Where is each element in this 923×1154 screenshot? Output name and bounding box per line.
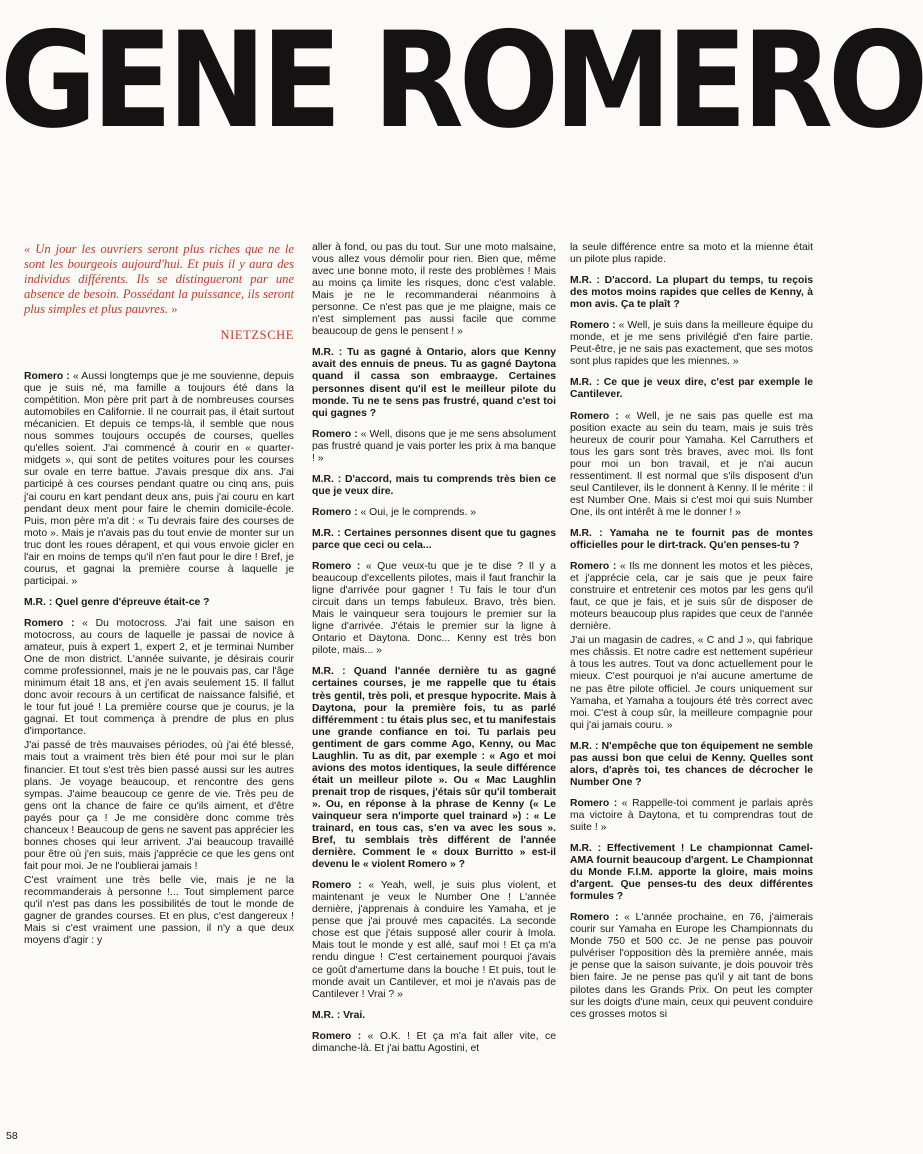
answer-text: « Yeah, well, je suis plus violent, et maintenant je veux le Number One ! L'année dernière, j'apprenais à conduire les Yamaha, et je pense que j'ai prouvé mes capacités. La seconde chose est que j'étais supposé aller courir à Imola. Mais tout le monde y est allé, sauf moi ! Et ça m'a rendu dingue ! C'est certainement pourquoi j'avais ce goût d'amertume dans la bouche ! Et puis, tout le monde avait un Cantilever, et moi je n'avais pas de Cantilever ! Vrai ? » — [312, 880, 557, 1000]
speaker-label: Romero : — [312, 1030, 362, 1042]
question-paragraph: M.R. : Effectivement ! Le championnat Camel-AMA fournit beaucoup d'argent. Le Championnat du Monde F.I.M. apporte la gloire, mais moins d'argent. Que penses-tu des deux différentes formules ? — [570, 843, 813, 903]
question-paragraph: M.R. : D'accord. La plupart du temps, tu reçois des motos moins rapides que celles de Kenny, à mon avis. Ça te plaît ? — [570, 275, 813, 311]
speaker-label: Romero : — [570, 912, 619, 924]
text-column-2 — [312, 242, 556, 1142]
speaker-label: Romero : — [24, 371, 70, 383]
epigraph-author: NIETZSCHE — [220, 328, 294, 342]
speaker-label: Romero : — [24, 617, 75, 629]
speaker-label: Romero : — [570, 561, 617, 573]
answer-text: « O.K. ! Et ça m'a fait aller vite, ce dimanche-là. Et j'ai battu Agostini, et — [312, 1030, 557, 1054]
speaker-label: Romero : — [570, 410, 619, 422]
question-paragraph: M.R. : N'empêche que ton équipement ne semble pas aussi bon que celui de Kenny. Quelles sont alors, d'après toi, tes chances de décrocher le Number One ? — [570, 740, 813, 788]
answer-paragraph — [312, 429, 556, 465]
question-paragraph: M.R. : Quel genre d'épreuve était-ce ? — [24, 596, 210, 608]
answer-paragraph — [312, 561, 556, 657]
article-title: GENE ROMERO — [0, 2, 923, 158]
epigraph-quote: « Un jour les ouvriers seront plus riches que ne le sont les bourgeois aujourd'hui. Et puis il y aura des individus différents. Ils se distingueront par une absence de besoin. Possédant la puissance, ils seront plus simples et plus pauvres. » — [24, 242, 294, 316]
text-column-1 — [24, 242, 294, 1142]
answer-paragraph — [570, 561, 813, 633]
body-paragraph: la seule différence entre sa moto et la mienne était un pilote plus rapide. — [570, 242, 813, 266]
answer-text: « Well, je suis dans la meilleure équipe du monde, et je me sens privilégié d'en faire partie. Peut-être, je ne sais pas exactement, que ses motos sont plus rapides que les miennes. » — [570, 320, 813, 368]
question-paragraph: M.R. : Yamaha ne te fournit pas de montes officielles pour le dirt-track. Qu'en penses-tu ? — [570, 527, 813, 551]
speaker-label: Romero : — [312, 880, 362, 892]
speaker-label: Romero : — [570, 320, 616, 332]
body-paragraph: aller à fond, ou pas du tout. Sur une moto malsaine, vous allez vous démolir pour rien. Bien que, même avec une bonne moto, il reste des problèmes ! Mais au moins ça limite les risques, donc c'est valable. Mais je ne le recommanderai néanmoins à personne. Ce n'est pas que je me plaigne, mais ce n'est simplement pas aussi facile que comme beaucoup de gens le pensent ! » — [312, 242, 556, 338]
speaker-label: Romero : — [570, 797, 618, 809]
question-paragraph: M.R. : Quand l'année dernière tu as gagné certaines courses, je me rappelle que tu étais très gentil, très poli, et presque hypocrite. Mais à Daytona, pour la première fois, tu as parlé différemment : tu étais plus sec, et tu manifestais une grande confiance en toi. Tu parlais peu gentiment de gars comme Ago, Kenny, ou Mac Laughlin. Tu as dit, par exemple : « Ago et moi avions des motos identiques, la seule différence était un meilleur pilote ». Ou « Mac Laughlin prenait trop de risques, j'étais sûr qu'il tomberait ». Ou, en réponse à la phrase de Kenny (« Le vainqueur sera n'importe quel trainard ») : « Le trainard, en tous cas, s'en va avec les sous ». Bref, tu semblais très différent de l'année dernière. Comment le « doux Burritto » est-il devenu le « violent Romero » ? — [312, 666, 556, 871]
answer-paragraph — [570, 320, 813, 368]
speaker-label: Romero : — [312, 428, 358, 440]
answer-paragraph — [312, 880, 556, 1000]
body-paragraph: J'ai passé de très mauvaises périodes, où j'ai été blessé, mais tout a vraiment très bien été pour moi sur le plan financier. Et tout s'est très bien passé aussi sur les autres plans. Je voyage beaucoup, et rencontre des gens sympas. J'aime beaucoup ce genre de vie. Très peu de gens ont la chance de faire ce qu'ils aiment, et d'être payés pour ça ! Je me considère donc comme très chanceux ! Beaucoup de gens ne savent pas apprécier les bonnes choses qui leur arrivent. J'ai beaucoup travaillé pour être où j'en suis, mais j'apprécie ce que les gens ont fait pour moi. Je ne l'oublierai jamais ! — [24, 740, 294, 872]
answer-text: « Rappelle-toi comment je parlais après ma victoire à Daytona, et tu comprendras tout de suite ! » — [570, 797, 814, 833]
speaker-label: Romero : — [312, 506, 358, 518]
question-paragraph: M.R. : D'accord, mais tu comprends très bien ce que je veux dire. — [312, 473, 556, 497]
answer-paragraph — [570, 411, 813, 519]
answer-paragraph — [312, 1031, 556, 1055]
answer-text: « Oui, je le comprends. » — [360, 506, 477, 518]
question-paragraph: M.R. : Vrai. — [312, 1009, 366, 1021]
answer-text: « L'année prochaine, en 76, j'aimerais courir sur Yamaha en Europe les Championnats du Monde 750 et 500 cc. Je ne pense pas pouvoir pulvériser l'opposition dès la première année, mais je pense que la saison suivante, je dois pouvoir très bien faire. Je ne pense pas qu'il y ait tant de bons pilotes dans les Grands Prix. On peut les compter sur les doigts d'une main, ceux qui peuvent conduire ces grosses motos si — [570, 912, 814, 1020]
page-number: 58 — [6, 1130, 18, 1142]
answer-paragraph — [570, 798, 813, 834]
question-paragraph: M.R. : Tu as gagné à Ontario, alors que Kenny avait des ennuis de pneus. Tu as gagné Daytona quand il cassa son embraayge. Certaines personnes disent qu'il est le meilleur pilote du monde. Tu ne te sens pas frustré, quand c'est toi qui gagnes ? — [312, 347, 556, 419]
text-column-3 — [570, 242, 813, 1142]
body-paragraph: C'est vraiment une très belle vie, mais je ne la recommanderais à personne !... Tout simplement parce qu'il n'est pas dans les possibilités de tout le monde de gagner de grandes courses. Et en plus, c'est dangereux ! Mais si c'est vraiment une passion, il n'y a que deux moyens d'agir : y — [24, 874, 294, 947]
speaker-label: Romero : — [312, 561, 361, 573]
question-paragraph: M.R. : Ce que je veux dire, c'est par exemple le Cantilever. — [570, 377, 813, 401]
question-paragraph: M.R. : Certaines personnes disent que tu gagnes parce que ceci ou cela... — [312, 527, 556, 551]
answer-text: « Aussi longtemps que je me souvienne, depuis que je suis né, ma famille a toujours été dans la compétition. Mon père prit part à de nombreuses courses automobiles en Californie. Il ne courrait pas, il était surtout mécanicien. Et depuis ce temps-là, il semble que nous nous sommes toujours occupés de courses, quelles qu'elles soient. J'ai commencé à courir en « quarter-midgets », qui sont de petites voitures pour les courses sur ovale en terre battue. J'avais presque dix ans. J'ai participé à ces courses pendant quatre ou cinq ans, puis j'ai couru en kart pendant deux ans, puis j'ai couru en kart pendant deux ment pour faire le chemin domicile-école. Puis, mon père m'a dit : « Tu devrais faire des courses de moto ». Mais je n'avais pas du tout envie de monter sur un truc dont les roues dérapent, et qui vous envoie gicler en l'air en moins de temps qu'il n'en faut pour le dire ! Bref, je courus, et gagnai la première course à laquelle je participai. » — [24, 371, 295, 587]
answer-text: « Well, disons que je me sens absolument pas frustré quand je vais porter les prix à ma banque ! » — [312, 428, 557, 464]
answer-text: « Du motocross. J'ai fait une saison en motocross, au cours de laquelle je passai de novice à amateur, puis à expert 1, expert 2, et je terminai Number One de mon district. L'année suivante, je désirais courir comme professionnel, mais je ne le pouvais pas, car l'âge minimum était 18 ans, et j'en avais seulement 15. Il fallut donc avoir recours à un certificat de naissance falsifié, et le tour fut joué ! La première course que je courus, je la gagnai. Et tout commença à prendre de plus en plus d'importance. — [24, 617, 295, 738]
answer-text: « Well, je ne sais pas quelle est ma position exacte au sein du team, mais je suis très heureux de courir pour Yamaha. Kel Carruthers et tous les gars sont très braves, avec moi. Ils font pour moi un bon travail, et je n'ai aucun ressentiment. Il est normal que s'ils disposent d'un seul Cantilever, ils le donnent à Kenny. Il le mérite : il est Number One. Mais si c'est moi qui suis Number One, ils ont intérêt à me le donner ! » — [570, 410, 814, 518]
answer-paragraph — [570, 912, 813, 1020]
answer-text: « Que veux-tu que je te dise ? Il y a beaucoup d'excellents pilotes, mais il faut franchir la ligne d'arrivée pour gagner ! Tu fais le tour d'un circuit dans un temps fabuleux. Bravo, très bien. Mais le vainqueur sera toujours le premier sur la ligne d'arrivée. J'étais le premier sur la ligne à Ontario et Daytona. Donc... Kenny est très bon pilote, mais... » — [312, 561, 556, 657]
answer-paragraph — [24, 618, 294, 738]
body-paragraph: J'ai un magasin de cadres, « C and J », qui fabrique mes châssis. Et notre cadre est nettement supérieur à tous les autres. Tout va donc actuellement pour le mieux. C'est pourquoi je n'ai aucune amertume de ne pas être pilote officiel. Je cours uniquement sur Yamaha, et Yamaha a toujours été très correct avec moi. C'est à coup sûr, la meilleure compagnie pour qui j'ai jamais couru. » — [570, 635, 813, 731]
answer-paragraph — [24, 371, 294, 588]
answer-text: « Ils me donnent les motos et les pièces, et j'apprécie cela, car je sais que je peux faire construire et entretenir ces motos par les gens qu'il faut, ce que je fais, et je suis sûr de disposer de moteurs beaucoup plus rapides que ceux de l'année dernière. — [570, 561, 814, 633]
answer-paragraph — [312, 507, 556, 519]
